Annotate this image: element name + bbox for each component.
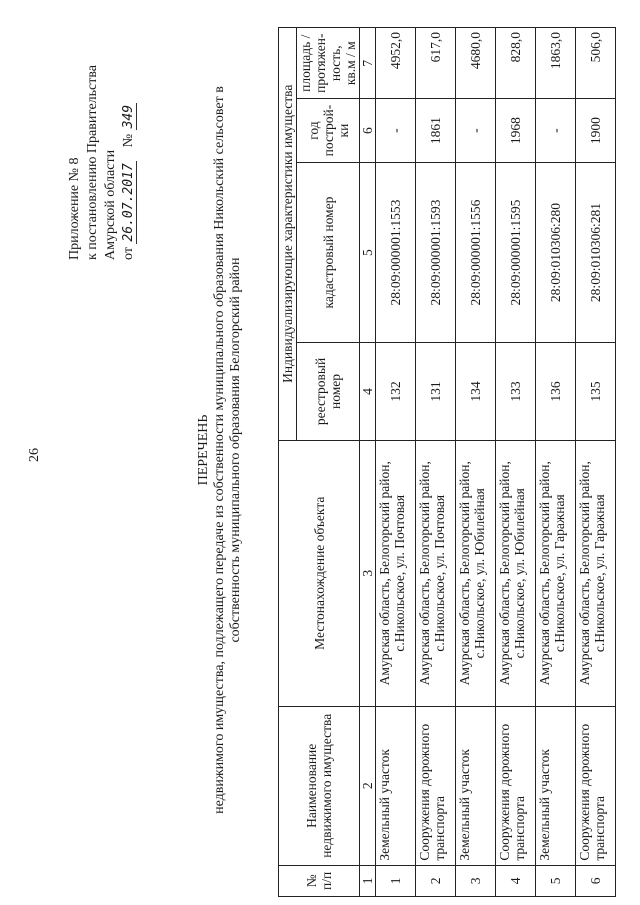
row-year: - <box>376 99 416 162</box>
header-location: Местонахождение объекта <box>279 440 360 706</box>
row-cadastral: 28:09:010306:281 <box>576 162 616 343</box>
column-number: 2 <box>360 706 376 865</box>
row-year: - <box>456 99 496 162</box>
column-number: 5 <box>360 162 376 343</box>
location-line-1: Амурская область, Белогорский район, <box>377 461 392 686</box>
row-area: 4680,0 <box>456 28 496 99</box>
row-num: 2 <box>416 865 456 896</box>
row-name: Сооружения дорожного транспорта <box>576 706 616 865</box>
title-line-2: собственность муниципального образования Белогорский район <box>228 257 243 643</box>
row-area: 506,0 <box>576 28 616 99</box>
row-area: 1863,0 <box>536 28 576 99</box>
property-table <box>278 27 616 897</box>
location-line-1: Амурская область, Белогорский район, <box>417 461 432 686</box>
header-name: Наименование недвижимого имущества <box>279 706 360 865</box>
table-row <box>576 28 616 897</box>
appendix-date-line <box>120 65 138 260</box>
date-prefix: от <box>121 247 136 260</box>
location-line-2: с.Никольское, ул. Почтовая <box>432 494 447 652</box>
row-name: Земельный участок <box>536 706 576 865</box>
row-registry: 134 <box>456 343 496 440</box>
column-number-row <box>360 28 376 897</box>
row-registry: 135 <box>576 343 616 440</box>
header-characteristics: Индивидуализирующие характеристики имущества <box>279 28 297 441</box>
header-year: год построй-ки <box>297 99 360 162</box>
row-registry: 131 <box>416 343 456 440</box>
header-area: площадь / протяжен-ность, кв.м / м <box>297 28 360 99</box>
appendix-block <box>66 65 138 260</box>
location-line-2: с.Никольское, ул. Юбилейная <box>512 488 527 659</box>
row-cadastral: 28:09:000001:1593 <box>416 162 456 343</box>
row-year: 1861 <box>416 99 456 162</box>
row-year: 1968 <box>496 99 536 162</box>
column-number: 1 <box>360 865 376 896</box>
row-area: 4952,0 <box>376 28 416 99</box>
row-area: 617,0 <box>416 28 456 99</box>
column-number: 7 <box>360 28 376 99</box>
row-num: 5 <box>536 865 576 896</box>
location-line-1: Амурская область, Белогорский район, <box>497 461 512 686</box>
row-location <box>576 440 616 706</box>
row-year: 1900 <box>576 99 616 162</box>
location-line-1: Амурская область, Белогорский район, <box>537 461 552 686</box>
row-name: Земельный участок <box>376 706 416 865</box>
number-prefix: № <box>121 133 136 148</box>
row-registry: 132 <box>376 343 416 440</box>
row-location <box>376 440 416 706</box>
column-number: 4 <box>360 343 376 440</box>
row-num: 3 <box>456 865 496 896</box>
table-row <box>536 28 576 897</box>
row-name: Земельный участок <box>456 706 496 865</box>
location-line-2: с.Никольское, ул. Гаражная <box>552 494 567 653</box>
header-registry: реестровый номер <box>297 343 360 440</box>
document-title <box>196 35 244 865</box>
row-cadastral: 28:09:000001:1556 <box>456 162 496 343</box>
table-row <box>456 28 496 897</box>
row-registry: 136 <box>536 343 576 440</box>
title-heading: ПЕРЕЧЕНЬ <box>196 414 211 486</box>
row-location <box>496 440 536 706</box>
table-row <box>416 28 456 897</box>
row-year: - <box>536 99 576 162</box>
appendix-line-1: Приложение № 8 <box>67 157 82 260</box>
row-name: Сооружения дорожного транспорта <box>416 706 456 865</box>
row-name: Сооружения дорожного транспорта <box>496 706 536 865</box>
table-row <box>376 28 416 897</box>
column-number: 6 <box>360 99 376 162</box>
handwritten-number: 349 <box>121 104 136 129</box>
row-registry: 133 <box>496 343 536 440</box>
appendix-line-2: к постановлению Правительства <box>85 64 100 260</box>
location-line-1: Амурская область, Белогорский район, <box>577 461 592 686</box>
row-num: 1 <box>376 865 416 896</box>
row-location <box>456 440 496 706</box>
row-num: 4 <box>496 865 536 896</box>
location-line-2: с.Никольское, ул. Почтовая <box>392 494 407 652</box>
row-area: 828,0 <box>496 28 536 99</box>
row-cadastral: 28:09:000001:1595 <box>496 162 536 343</box>
title-line-1: недвижимого имущества, подлежащего передаче из собственности муниципального образования Никольский сельсовет в <box>212 86 227 814</box>
row-num: 6 <box>576 865 616 896</box>
page-number: 26 <box>27 448 42 462</box>
location-line-2: с.Никольское, ул. Гаражная <box>592 494 607 653</box>
location-line-1: Амурская область, Белогорский район, <box>457 461 472 686</box>
row-cadastral: 28:09:010306:280 <box>536 162 576 343</box>
header-num: № п/п <box>279 865 360 896</box>
row-location <box>416 440 456 706</box>
appendix-line-3: Амурской области <box>103 149 118 260</box>
table-row <box>496 28 536 897</box>
row-location <box>536 440 576 706</box>
column-number: 3 <box>360 440 376 706</box>
location-line-2: с.Никольское, ул. Юбилейная <box>472 488 487 659</box>
row-cadastral: 28:09:000001:1553 <box>376 162 416 343</box>
header-cadastral: кадастровый номер <box>297 162 360 343</box>
handwritten-date: 26.07.2017 <box>121 163 136 242</box>
